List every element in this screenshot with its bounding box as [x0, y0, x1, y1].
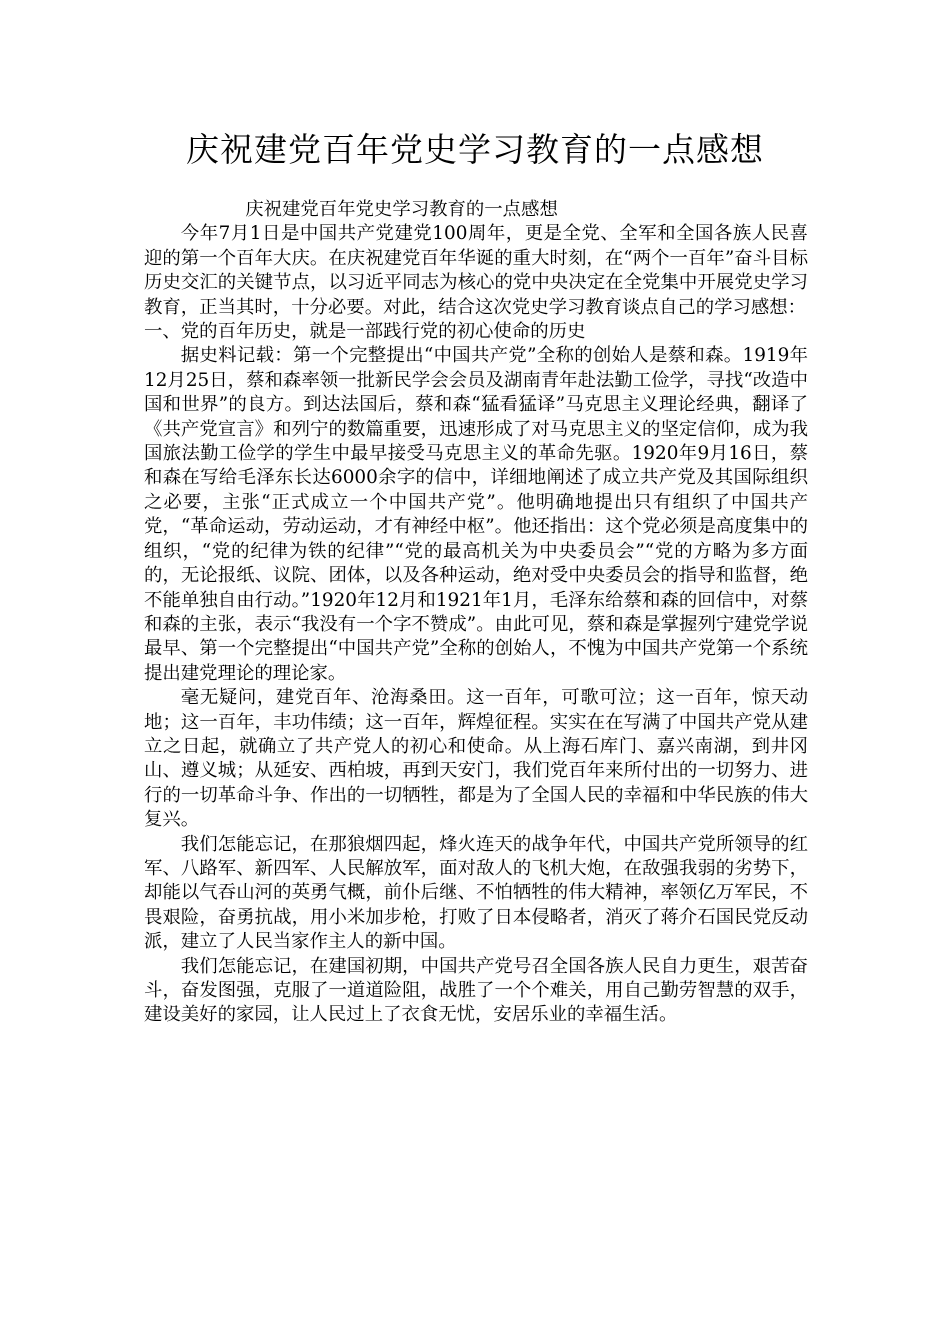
document-body	[144, 198, 808, 1028]
paragraph-war-years: 我们怎能忘记，在那狼烟四起，烽火连天的战争年代，中国共产党所领导的红军、八路军、新四军、人民解放军，面对敌人的飞机大炮，在敌强我弱的劣势下，却能以气吞山河的英勇气概，前仆后继、不怕牺牲的伟大精神，率领亿万军民，不畏艰险，奋勇抗战，用小米加步枪，打败了日本侵略者，消灭了蒋介石国民党反动派，建立了人民当家作主人的新中国。	[144, 833, 808, 953]
section-heading: 一、党的百年历史，就是一部践行党的初心使命的历史	[144, 321, 586, 343]
paragraph-century: 毫无疑问，建党百年、沧海桑田。这一百年，可歌可泣；这一百年，惊天动地；这一百年，丰功伟绩；这一百年，辉煌征程。实实在在写满了中国共产党从建立之日起，就确立了共产党人的初心和使命。从上海石库门、嘉兴南湖，到井冈山、遵义城；从延安、西柏坡，再到天安门，我们党百年来所付出的一切努力、进行的一切革命斗争、作出的一切牺牲，都是为了全国人民的幸福和中华民族的伟大复兴。	[144, 687, 808, 831]
paragraph-early-nation: 我们怎能忘记，在建国初期，中国共产党号召全国各族人民自力更生，艰苦奋斗，奋发图强，克服了一道道险阻，战胜了一个个难关，用自己勤劳智慧的双手，建设美好的家园，让人民过上了衣食无忧，安居乐业的幸福生活。	[144, 955, 808, 1026]
document-title: 庆祝建党百年党史学习教育的一点感想	[186, 130, 764, 169]
document-subtitle: 庆祝建党百年党史学习教育的一点感想	[245, 199, 558, 220]
paragraph-history: 据史料记载：第一个完整提出“中国共产党”全称的创始人是蔡和森。1919年12月25日，蔡和森率领一批新民学会会员及湖南青年赴法勤工俭学，寻找“改造中国和世界”的良方。到达法国后，蔡和森“猛看猛译”马克思主义理论经典，翻译了《共产党宣言》和列宁的数篇重要，迅速形成了对马克思主义的坚定信仰，成为我国旅法勤工俭学的学生中最早接受马克思主义的革命先驱。1920年9月16日，蔡和森在写给毛泽东长达6000余字的信中，详细地阐述了成立共产党及其国际组织之必要，主张“正式成立一个中国共产党”。他明确地提出只有组织了中国共产党，“革命运动，劳动运动，才有神经中枢”。他还指出：这个党必须是高度集中的组织，“党的纪律为铁的纪律”“党的最高机关为中央委员会”“党的方略为多方面的，无论报纸、议院、团体，以及各种运动，绝对受中央委员会的指导和监督，绝不能单独自由行动。”1920年12月和1921年1月，毛泽东给蔡和森的回信中，对蔡和森的主张，表示“我没有一个字不赞成”。由此可见，蔡和森是掌握列宁建党学说最早、第一个完整提出“中国共产党”全称的创始人，不愧为中国共产党第一个系统提出建党理论的理论家。	[144, 345, 808, 684]
paragraph-intro: 今年7月1日是中国共产党建党100周年，更是全党、全军和全国各族人民喜迎的第一个百年大庆。在庆祝建党百年华诞的重大时刻，在“两个一百年”奋斗目标历史交汇的关键节点，以习近平同志为核心的党中央决定在全党集中开展党史学习教育，正当其时，十分必要。对此，结合这次党史学习教育谈点自己的学习感想：	[144, 223, 808, 318]
